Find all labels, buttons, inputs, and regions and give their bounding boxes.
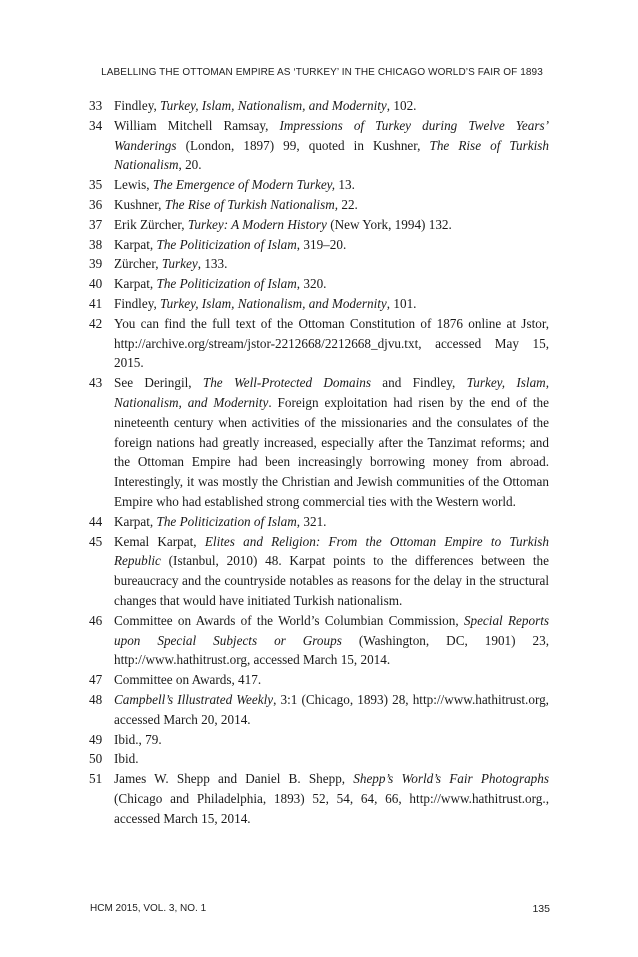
endnote-text-segment: Erik Zürcher, (114, 216, 188, 232)
endnote-text-segment: James W. Shepp and Daniel B. Shepp, (114, 771, 354, 787)
endnote-title-italic: The Well-Protected Domains (202, 375, 371, 391)
endnote-text (114, 175, 549, 195)
endnote-text-segment: , 3:1 (Chicago, 1893) 28, http://www.hathitrust.org, accessed March 20, 2014. (114, 691, 549, 727)
endnote-text (114, 611, 549, 670)
endnote-number: 35 (89, 177, 103, 193)
endnote-title-italic: The Rise of Turkish Nationalism (114, 137, 549, 173)
endnote-item (89, 512, 549, 532)
endnote-number: 37 (89, 216, 103, 232)
endnote-title-italic: Shepp’s World’s Fair Photographs (353, 771, 550, 787)
endnote-item (89, 294, 549, 314)
endnote-title-italic: Special Reports upon Special Subjects or Groups (114, 612, 549, 648)
endnote-text (114, 96, 549, 116)
endnote-item (89, 690, 549, 730)
endnote-item (89, 532, 549, 611)
endnote-text-segment: Findley, (114, 98, 161, 113)
endnote-text (114, 314, 549, 373)
endnote-text-segment: (Washington, DC, 1901) 23, http://www.hathitrust.org, accessed March 15, 2014. (114, 632, 549, 668)
endnote-text-segment: Karpat, (114, 276, 157, 292)
endnote-text-segment: Karpat, (114, 513, 157, 529)
endnote-text-segment: , 102. (386, 98, 417, 113)
endnote-text-segment: (New York, 1994) 132. (326, 216, 452, 232)
page-number: 135 (532, 903, 550, 915)
endnote-title-italic: Impressions of Turkey during Twelve Years’ Wanderings (114, 117, 550, 153)
endnote-item (89, 195, 549, 215)
endnote-text-segment: , 101. (386, 295, 417, 311)
endnote-text-segment: , 321. (296, 513, 327, 529)
endnote-text-segment: Findley, (114, 295, 161, 311)
endnote-text (114, 690, 549, 730)
endnote-text-segment: You can find the full text of the Ottoman Constitution of 1876 online at Jstor, http://archive.org/stream/jstor-2212668/2212668_djvu.txt, accessed May 15, 2015. (114, 315, 549, 371)
endnote-text (114, 254, 549, 274)
endnote-text (114, 730, 549, 750)
endnotes-list (89, 96, 549, 828)
endnote-title-italic: The Politicization of Islam (156, 236, 297, 252)
endnote-text-segment: , 133. (197, 256, 228, 272)
endnote-number: 40 (89, 276, 103, 292)
endnote-text (114, 532, 549, 611)
endnote-title-italic: Elites and Religion: From the Ottoman Empire to Turkish Republic (114, 533, 550, 569)
endnote-text (114, 373, 549, 512)
endnote-item (89, 670, 549, 690)
endnote-title-italic: The Emergence of Modern Turkey, (152, 177, 336, 193)
endnote-title-italic: The Politicization of Islam (156, 276, 297, 292)
endnote-text (114, 195, 549, 215)
endnote-text-segment: Ibid. (114, 751, 139, 767)
endnote-text-segment: Kushner, (114, 196, 165, 212)
endnote-text-segment: (Istanbul, 2010) 48. Karpat points to the differences between the bureaucracy and the countryside notables as reasons for the delay in the structural changes that would have initiated Turkish nationalism. (114, 553, 549, 608)
endnote-item (89, 373, 549, 512)
endnote-number: 46 (89, 612, 103, 628)
endnote-number: 34 (89, 117, 103, 133)
endnote-text-segment: (Chicago and Philadelphia, 1893) 52, 54, 64, 66, http://www.hathitrust.org., accessed March 15, 2014. (114, 790, 549, 826)
endnote-text (114, 670, 549, 690)
endnote-text-segment: See Deringil, (114, 375, 203, 391)
endnote-text (114, 235, 549, 255)
running-head: LABELLING THE OTTOMAN EMPIRE AS ‘TURKEY’ IN THE CHICAGO WORLD’S FAIR OF 1893 (101, 67, 543, 78)
endnote-text-segment: , 20. (178, 157, 202, 173)
endnote-number: 41 (89, 295, 103, 311)
endnote-text (114, 769, 549, 828)
endnote-text-segment: and Findley, (370, 375, 467, 391)
endnote-number: 45 (89, 533, 103, 549)
endnote-text-segment: Committee on Awards of the World’s Columbian Commission, (114, 612, 464, 628)
endnote-number: 39 (89, 256, 103, 272)
endnote-text-segment: Committee on Awards, 417. (114, 672, 262, 688)
endnote-number: 48 (89, 691, 103, 707)
endnote-title-italic: Turkey: A Modern History (187, 216, 327, 232)
endnote-text (114, 512, 549, 532)
endnote-number: 36 (89, 196, 103, 212)
endnote-number: 49 (89, 731, 103, 747)
endnote-text-segment: , 319–20. (296, 236, 347, 252)
endnote-text-segment: , 320. (296, 276, 327, 292)
endnote-text (114, 749, 549, 769)
endnote-text (114, 274, 549, 294)
endnote-number: 50 (89, 751, 103, 767)
endnote-number: 51 (89, 771, 103, 787)
endnote-text (114, 116, 549, 175)
endnote-number: 43 (89, 375, 103, 391)
endnote-item (89, 215, 549, 235)
endnote-title-italic: Turkey, Islam, Nationalism, and Modernity (114, 375, 549, 410)
endnote-title-italic: Turkey, Islam, Nationalism, and Modernity (160, 295, 387, 311)
endnote-title-italic: Turkey, Islam, Nationalism, and Modernity (160, 98, 387, 113)
endnote-number: 42 (89, 315, 103, 331)
endnote-text-segment: Ibid., 79. (114, 731, 162, 747)
endnote-title-italic: The Politicization of Islam (156, 513, 297, 529)
endnote-text-segment: 22. (338, 196, 358, 212)
endnote-text-segment: Zürcher, (114, 256, 162, 272)
endnote-item (89, 611, 549, 670)
endnote-title-italic: Turkey (161, 256, 198, 272)
endnote-text (114, 215, 549, 235)
endnote-text-segment: . Foreign exploitation had risen by the end of the nineteenth century when activities of the missionaries and the consulates of the foreign nations had greatly increased, especially after the Tanzimat reforms; and the Ottoman Empire had been increasingly borrowing money from abroad. Interestingly, it was mostly the Christian and Jewish communities of the Ottoman Empire who had established strong commercial ties with the Western world. (114, 394, 549, 509)
endnote-text-segment: (London, 1897) 99, quoted in Kushner, (176, 137, 430, 153)
endnote-item (89, 175, 549, 195)
endnote-title-italic: The Rise of Turkish Nationalism, (164, 196, 339, 212)
endnote-number: 38 (89, 236, 103, 252)
journal-citation: HCM 2015, VOL. 3, NO. 1 (90, 903, 207, 914)
endnote-number: 47 (89, 672, 103, 688)
endnote-item (89, 254, 549, 274)
endnote-item (89, 730, 549, 750)
endnote-text (114, 294, 549, 314)
endnote-item (89, 749, 549, 769)
endnote-item (89, 314, 549, 373)
endnote-item (89, 274, 549, 294)
endnote-item (89, 96, 549, 116)
endnote-title-italic: Campbell’s Illustrated Weekly (114, 691, 274, 707)
endnote-text-segment: Lewis, (114, 177, 153, 193)
endnote-text-segment: Karpat, (114, 236, 157, 252)
endnote-text-segment: William Mitchell Ramsay, (114, 117, 280, 133)
endnote-item (89, 769, 549, 828)
endnote-item (89, 116, 549, 175)
endnote-item (89, 235, 549, 255)
endnote-text-segment: Kemal Karpat, (114, 533, 205, 549)
endnote-number: 33 (89, 98, 103, 113)
endnote-number: 44 (89, 513, 103, 529)
endnote-text-segment: 13. (335, 177, 355, 193)
